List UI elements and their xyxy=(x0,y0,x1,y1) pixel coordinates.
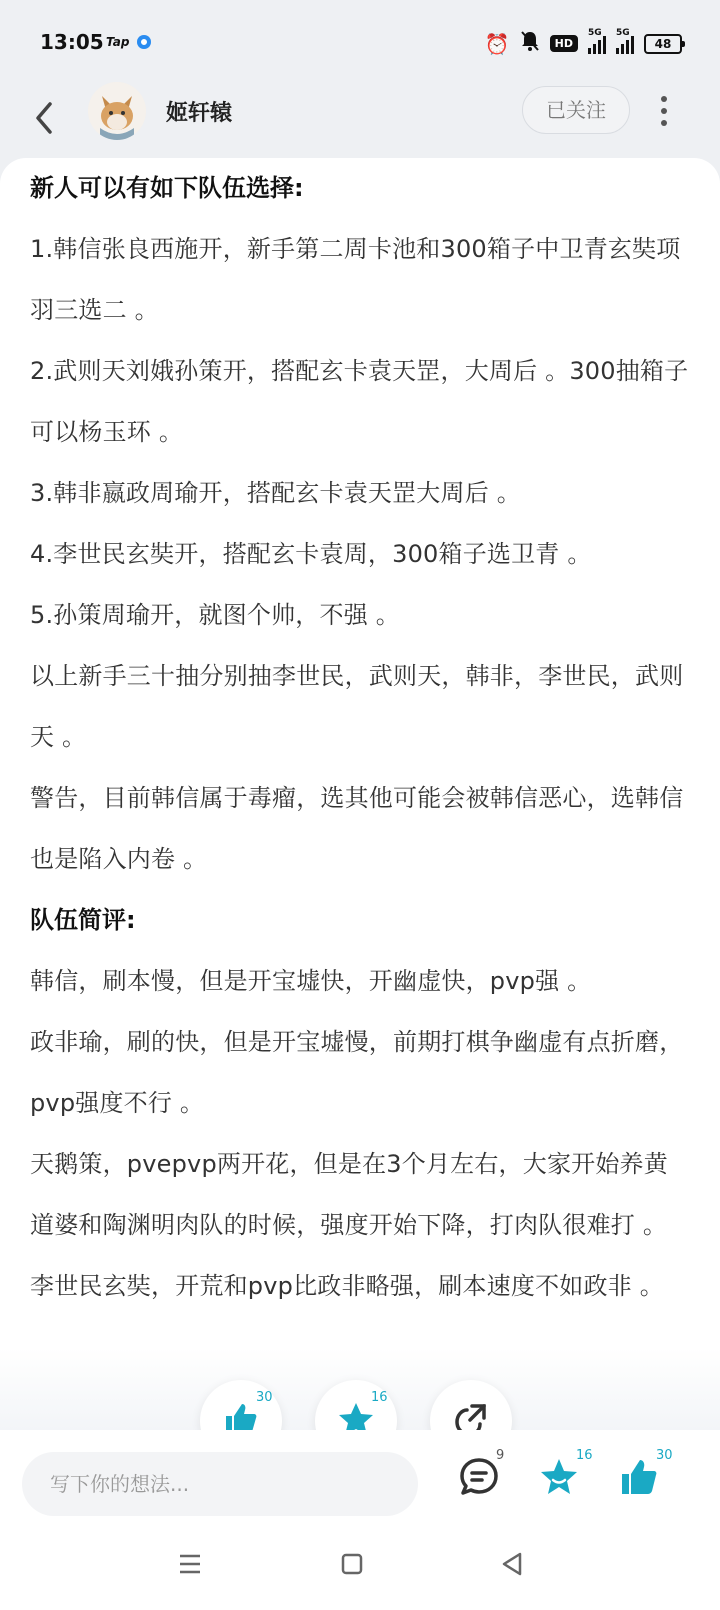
favorite-button[interactable] xyxy=(538,1448,593,1506)
status-icons xyxy=(484,27,682,57)
paragraph: 2.武则天刘娥孙策开，搭配玄卡袁天罡，大周后 。300抽箱子可以杨玉环 。 xyxy=(30,357,689,446)
alarm-icon: ⏰ xyxy=(484,31,510,56)
favorite-count: 16 xyxy=(576,1448,593,1463)
recent-apps-button[interactable] xyxy=(176,1550,206,1580)
triangle-back-icon xyxy=(498,1550,526,1578)
follow-button[interactable]: 已关注 xyxy=(522,86,630,134)
paragraph: 政非瑜，刷的快，但是开宝墟慢，前期打棋争幽虚有点折磨，pvp强度不行 。 xyxy=(30,1028,684,1117)
battery-icon: 48 xyxy=(644,34,682,54)
thumbs-up-icon xyxy=(618,1456,660,1498)
more-dot-icon xyxy=(661,96,667,102)
system-nav-bar xyxy=(0,1520,720,1610)
more-options-button[interactable] xyxy=(656,92,672,128)
post-header xyxy=(0,86,720,158)
menu-icon xyxy=(176,1550,204,1578)
comment-input[interactable]: 写下你的想法... xyxy=(22,1452,418,1516)
chevron-left-icon xyxy=(30,96,60,136)
favorite-action-button[interactable] xyxy=(315,1380,397,1430)
paragraph: 天鹅策，pvepvp两开花，但是在3个月左右，大家开始养黄道婆和陶渊明肉队的时候，强度开始下降，打肉队很难打 。 xyxy=(30,1150,668,1239)
share-icon xyxy=(452,1400,490,1430)
like-count: 30 xyxy=(656,1448,673,1463)
paragraph: 以上新手三十抽分别抽李世民，武则天，韩非，李世民，武则天 。 xyxy=(30,662,684,751)
share-action-button[interactable] xyxy=(430,1380,512,1430)
paragraph: 4.李世民玄奘开，搭配玄卡袁周，300箱子选卫青 。 xyxy=(30,540,592,568)
post-actions xyxy=(0,1380,720,1430)
system-back-button[interactable] xyxy=(498,1550,528,1580)
status-bar xyxy=(0,0,720,86)
paragraph: 5.孙策周瑜开，就图个帅，不强 。 xyxy=(30,601,400,629)
comment-bar xyxy=(0,1430,720,1520)
thumbs-up-icon xyxy=(222,1400,260,1430)
comment-bubble-icon xyxy=(458,1456,500,1498)
like-action-button[interactable] xyxy=(200,1380,282,1430)
section-heading: 队伍简评: xyxy=(30,906,136,934)
comments-button[interactable] xyxy=(458,1448,508,1506)
star-icon xyxy=(337,1400,375,1430)
signal-5g-icon: 5G xyxy=(588,34,606,54)
hd-icon: HD xyxy=(550,35,578,52)
square-home-icon xyxy=(338,1550,366,1578)
paragraph: 警告，目前韩信属于毒瘤，选其他可能会被韩信恶心，选韩信也是陷入内卷 。 xyxy=(30,784,684,873)
post-content xyxy=(0,158,720,1430)
section-heading: 新人可以有如下队伍选择: xyxy=(30,174,304,202)
taptap-notification-icon: Tap xyxy=(106,35,130,49)
mute-bell-icon xyxy=(520,30,540,57)
article-body xyxy=(30,158,690,1317)
avatar[interactable] xyxy=(88,82,146,140)
location-dot-icon xyxy=(137,35,151,49)
back-button[interactable] xyxy=(30,96,70,136)
paragraph: 1.韩信张良西施开，新手第二周卡池和300箱子中卫青玄奘项羽三选二 。 xyxy=(30,235,681,324)
home-button[interactable] xyxy=(338,1550,368,1580)
signal-5g-icon-2: 5G xyxy=(616,34,634,54)
status-time: 13:05 xyxy=(40,30,104,54)
comment-count: 9 xyxy=(496,1448,505,1463)
star-icon xyxy=(538,1456,580,1498)
paragraph: 3.韩非嬴政周瑜开，搭配玄卡袁天罡大周后 。 xyxy=(30,479,521,507)
like-count: 30 xyxy=(256,1390,273,1405)
like-button[interactable] xyxy=(618,1448,673,1506)
author-name[interactable]: 姬轩辕 xyxy=(166,101,233,126)
paragraph: 李世民玄奘，开荒和pvp比政非略强，刷本速度不如政非 。 xyxy=(30,1272,664,1300)
paragraph: 韩信，刷本慢，但是开宝墟快，开幽虚快，pvp强 。 xyxy=(30,967,592,995)
favorite-count: 16 xyxy=(371,1390,388,1405)
